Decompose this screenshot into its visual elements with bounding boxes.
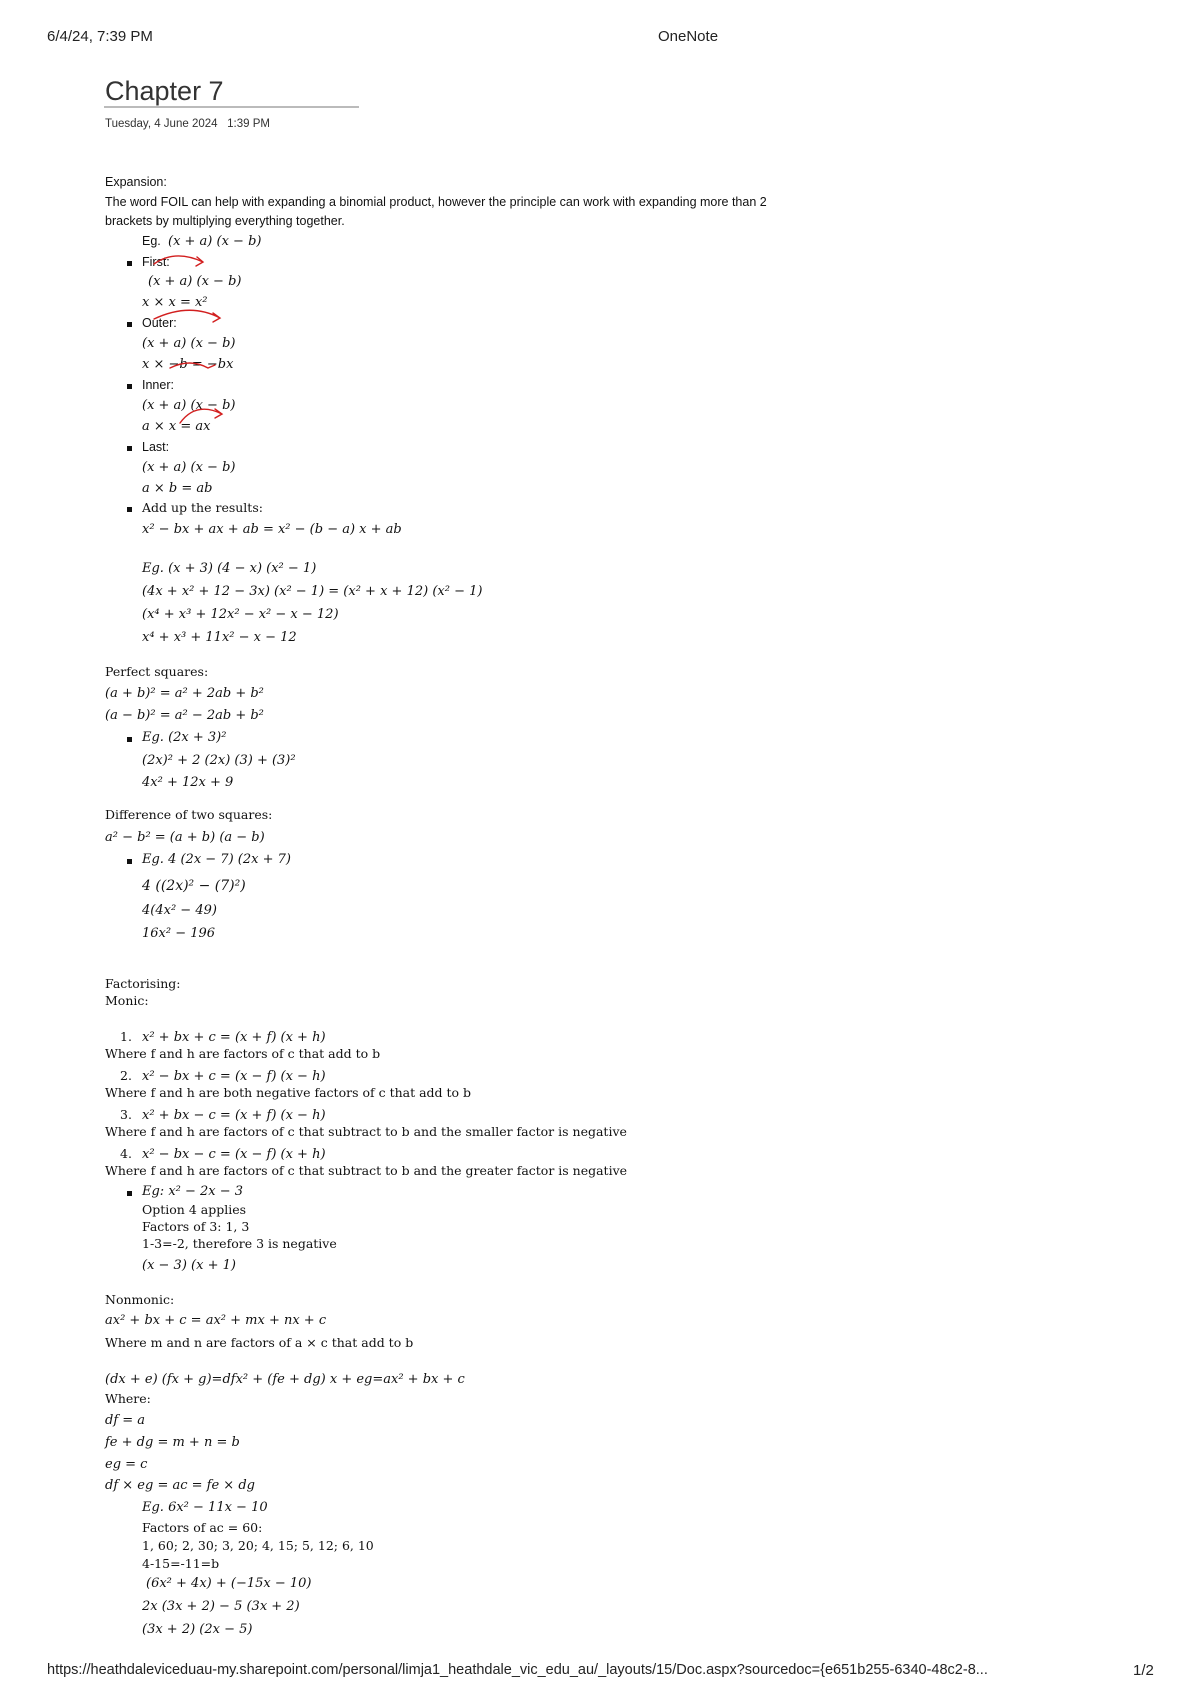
ink-arrow-outer [154,310,220,322]
expansion-heading: Expansion: [105,175,167,189]
perfect-step-2: 4x² + 12x + 9 [142,775,234,790]
difference-formula: a² − b² = (a + b) (a − b) [105,830,265,845]
monic-example-line4: (x − 3) (x + 1) [142,1258,236,1273]
add-label: Add up the results: [142,500,263,515]
monic-case-1: 1. x² + bx + c = (x + f) (x + h) [120,1029,326,1045]
monic-example: Eg: x² − 2x − 3 [142,1184,244,1199]
inner-expr: (x + a) (x − b) [142,398,236,413]
example2-line2: (4x + x² + 12 − 3x) (x² − 1) = (x² + x + 12) (x² − 1) [142,584,483,599]
difference-example: Eg. 4 (2x − 7) (2x + 7) [142,852,291,867]
first-result: x × x = x² [142,295,208,310]
example2-line1: Eg. (x + 3) (4 − x) (x² − 1) [142,561,317,576]
monic-case-3: 3. x² + bx − c = (x + f) (x − h) [120,1107,326,1123]
nonmonic-where-4: df × eg = ac = fe × dg [105,1478,255,1493]
last-result: a × b = ab [142,481,213,496]
nonmonic-example-line1: Factors of ac = 60: [142,1520,263,1535]
difference-step-3: 16x² − 196 [142,926,216,941]
perfect-formula-1: (a + b)² = a² + 2ab + b² [105,686,264,701]
perfect-step-1: (2x)² + 2 (2x) (3) + (3)² [142,753,296,768]
difference-step-1: 4 ((2x)² − (7)²) [142,878,246,894]
print-datetime: 6/4/24, 7:39 PM [47,28,153,45]
example2-line3: (x⁴ + x³ + 12x² − x² − x − 12) [142,607,339,622]
monic-case-4: 4. x² − bx − c = (x − f) (x + h) [120,1146,326,1162]
inner-result: a × x = ax [142,419,211,434]
nonmonic-formula: ax² + bx + c = ax² + mx + nx + c [105,1313,327,1328]
monic-case-4-note: Where f and h are factors of c that subtract to b and the greater factor is negative [105,1163,628,1178]
inner-label: Inner: [142,378,174,392]
nonmonic-general-form: (dx + e) (fx + g)=dfx² + (fe + dg) x + eg=ax² + bx + c [105,1372,465,1387]
monic-example-line1: Option 4 applies [142,1202,247,1217]
monic-case-2: 2. x² − bx + c = (x − f) (x − h) [120,1068,326,1084]
monic-case-3-note: Where f and h are factors of c that subtract to b and the smaller factor is negative [105,1124,627,1139]
expansion-example: Eg. (x + a) (x − b) [142,234,262,249]
monic-case-2-note: Where f and h are both negative factors of c that add to b [105,1085,472,1100]
first-label: First: [142,255,170,269]
page-title: Chapter 7 [105,76,224,106]
app-name: OneNote [658,28,719,45]
page-url: https://heathdaleviceduau-my.sharepoint.com/personal/limja1_heathdale_vic_edu_au/_layouts/15/Doc.aspx?sourcedoc={e651b255-6340-48c2-8... [47,1662,988,1678]
page-number: 1/2 [1133,1662,1154,1679]
monic-example-line2: Factors of 3: 1, 3 [142,1219,250,1234]
nonmonic-example-line2: 1, 60; 2, 30; 3, 20; 4, 15; 5, 12; 6, 10 [142,1538,374,1553]
nonmonic-example: Eg. 6x² − 11x − 10 [142,1500,268,1515]
expansion-intro-line2: brackets by multiplying everything together. [105,214,345,228]
nonmonic-heading: Nonmonic: [105,1292,175,1307]
perfect-formula-2: (a − b)² = a² − 2ab + b² [105,708,264,723]
perfect-example: Eg. (2x + 3)² [142,730,227,745]
add-result: x² − bx + ax + ab = x² − (b − a) x + ab [142,522,402,537]
last-expr: (x + a) (x − b) [142,460,236,475]
expansion-intro-line1: The word FOIL can help with expanding a binomial product, however the principle can work with expanding more than 2 [105,195,767,209]
example2-line4: x⁴ + x³ + 11x² − x − 12 [142,630,297,645]
nonmonic-example-line3: 4-15=-11=b [142,1556,220,1571]
factorising-heading: Factorising: [105,976,181,991]
monic-heading: Monic: [105,993,149,1008]
outer-result: x × −b = −bx [142,357,234,372]
ink-stroke-outer [170,363,215,368]
first-expr: (x + a) (x − b) [148,274,242,289]
nonmonic-example-line6: (3x + 2) (2x − 5) [142,1622,253,1637]
outer-expr: (x + a) (x − b) [142,336,236,351]
ink-arrow-first [154,256,203,266]
nonmonic-formula-note: Where m and n are factors of a × c that add to b [105,1335,414,1350]
nonmonic-where-1: df = a [105,1413,146,1428]
outer-label: Outer: [142,316,177,330]
monic-example-line3: 1-3=-2, therefore 3 is negative [142,1236,337,1251]
ink-arrow-inner [180,409,222,423]
nonmonic-example-line4: (6x² + 4x) + (−15x − 10) [146,1576,312,1591]
perfect-squares-heading: Perfect squares: [105,664,209,679]
nonmonic-where-3: eg = c [105,1457,148,1472]
monic-case-1-note: Where f and h are factors of c that add to b [105,1046,381,1061]
page-date: Tuesday, 4 June 2024 1:39 PM [105,118,270,130]
nonmonic-where-2: fe + dg = m + n = b [105,1435,240,1450]
nonmonic-example-line5: 2x (3x + 2) − 5 (3x + 2) [142,1599,300,1614]
nonmonic-where: Where: [105,1391,151,1406]
difference-step-2: 4(4x² − 49) [142,903,217,918]
last-label: Last: [142,440,170,454]
difference-heading: Difference of two squares: [105,807,273,822]
